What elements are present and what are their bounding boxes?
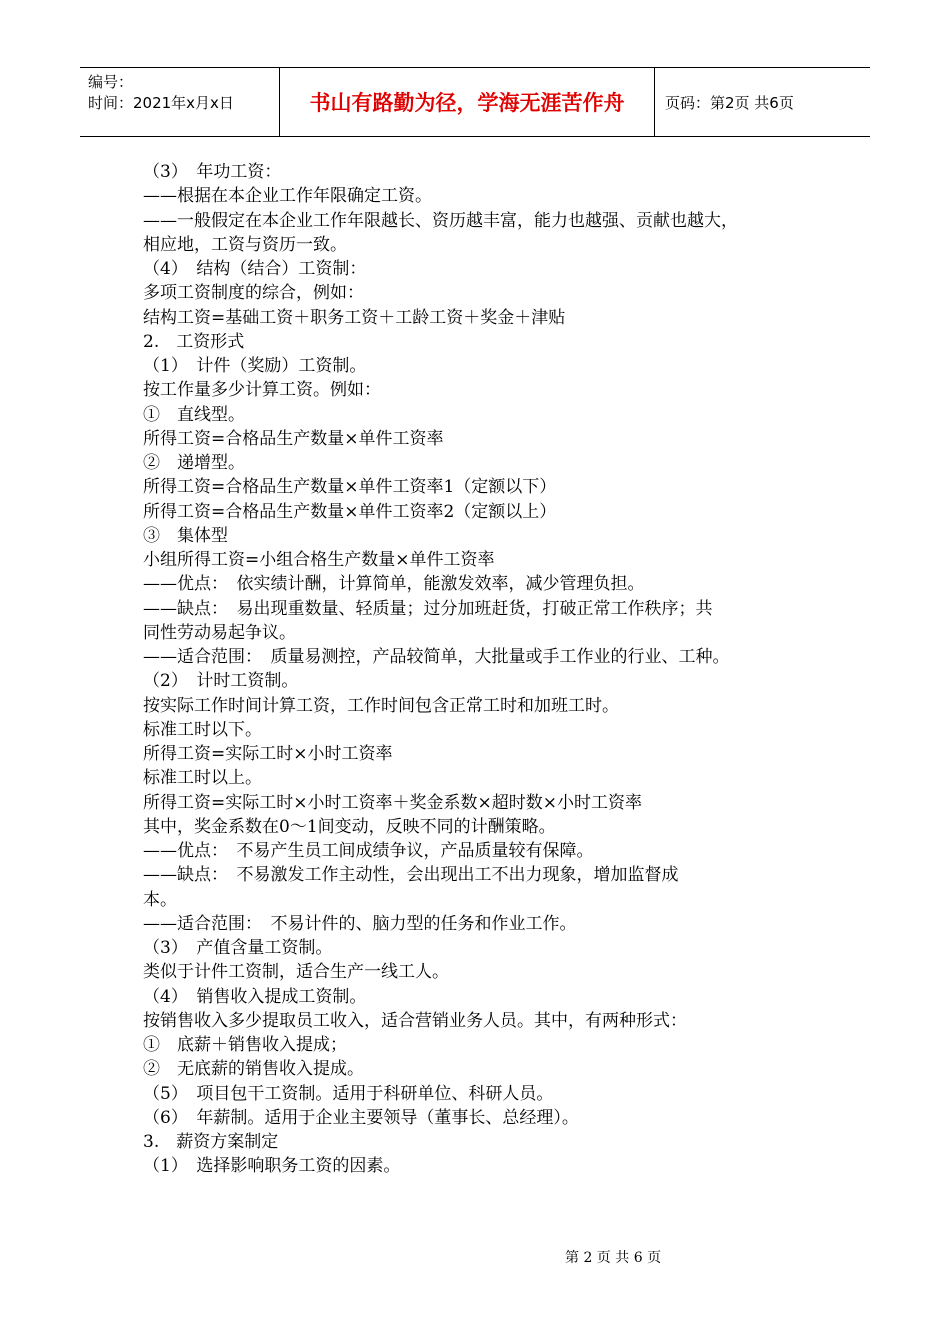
text-line: 小组所得工资=小组合格生产数量×单件工资率 (143, 550, 495, 570)
text-line: ——适合范围： 不易计件的、脑力型的任务和作业工作。 (143, 913, 577, 934)
text-line: ——优点： 依实绩计酬，计算简单，能激发效率，减少管理负担。 (143, 574, 645, 595)
number-label: 编号： (88, 73, 134, 91)
text-line: 结构工资=基础工资＋职务工资＋工龄工资＋奖金＋津贴 (143, 307, 566, 328)
text-line: ——根据在本企业工作年限确定工资。 (143, 186, 432, 207)
text-line: ① 直线型。 (143, 404, 245, 425)
text-line: （6） 年薪制。适用于企业主要领导（董事长、总经理）。 (143, 1107, 579, 1128)
text-line: （1） 计件（奖励）工资制。 (143, 356, 367, 376)
header-motto: 书山有路勤为径，学海无涯苦作舟 (280, 68, 655, 136)
text-line: 所得工资=合格品生产数量×单件工资率2（定额以上） (143, 501, 557, 522)
header-meta (80, 68, 280, 136)
text-line: ② 递增型。 (143, 453, 245, 473)
text-line: （5） 项目包干工资制。适用于科研单位、科研人员。 (143, 1083, 554, 1104)
text-line: ② 无底薪的销售收入提成。 (143, 1059, 364, 1080)
text-line: （4） 结构（结合）工资制： (143, 259, 367, 279)
text-line: 相应地，工资与资历一致。 (143, 234, 347, 255)
text-line: 2. 工资形式 (143, 331, 245, 352)
text-line: （3） 年功工资： (143, 162, 282, 182)
text-line: 同性劳动易起争议。 (143, 622, 296, 643)
page-footer: 第 2 页 共 6 页 (565, 1250, 662, 1266)
text-line: ③ 集体型 (143, 525, 228, 546)
text-line: （1） 选择影响职务工资的因素。 (143, 1156, 401, 1177)
text-line: （2） 计时工资制。 (143, 671, 299, 692)
text-line: 类似于计件工资制，适合生产一线工人。 (143, 962, 449, 983)
text-line: 所得工资=合格品生产数量×单件工资率1（定额以下） (143, 477, 557, 498)
document-body (143, 160, 823, 1179)
text-line: ——优点： 不易产生员工间成绩争议，产品质量较有保障。 (143, 841, 594, 861)
text-line: 按实际工作时间计算工资，工作时间包含正常工时和加班工时。 (143, 695, 619, 716)
text-line: （3） 产值含量工资制。 (143, 938, 333, 958)
text-line: 所得工资=实际工时×小时工资率 (143, 744, 393, 764)
text-line: 标准工时以下。 (143, 719, 262, 740)
text-line: 所得工资=合格品生产数量×单件工资率 (143, 428, 444, 449)
text-line: 按销售收入多少提取员工收入，适合营销业务人员。其中，有两种形式： (143, 1010, 687, 1031)
text-line: ——一般假定在本企业工作年限越长、资历越丰富，能力也越强、贡献也越大， (143, 210, 738, 231)
text-line: 标准工时以上。 (143, 768, 262, 789)
page-header (80, 67, 870, 137)
header-page-info: 页码：第2页 共6页 (665, 93, 794, 112)
text-line: ① 底薪＋销售收入提成； (143, 1035, 347, 1055)
text-line: 多项工资制度的综合，例如： (143, 283, 364, 304)
text-line: 3. 薪资方案制定 (143, 1132, 279, 1152)
text-line: ——适合范围： 质量易测控，产品较简单，大批量或手工作业的行业、工种。 (143, 647, 730, 667)
text-line: 所得工资=实际工时×小时工资率＋奖金系数×超时数×小时工资率 (143, 792, 642, 813)
text-line: ——缺点： 不易激发工作主动性，会出现出工不出力现象，增加监督成 (143, 865, 679, 886)
text-line: （4） 销售收入提成工资制。 (143, 986, 367, 1007)
text-line: ——缺点： 易出现重数量、轻质量；过分加班赶货，打破正常工作秩序；共 (143, 598, 713, 619)
text-line: 按工作量多少计算工资。例如： (143, 380, 381, 401)
text-line: 其中，奖金系数在0～1间变动，反映不同的计酬策略。 (143, 816, 556, 837)
text-line: 本。 (143, 889, 177, 910)
time-label: 时间：2021年x月x日 (88, 94, 234, 112)
